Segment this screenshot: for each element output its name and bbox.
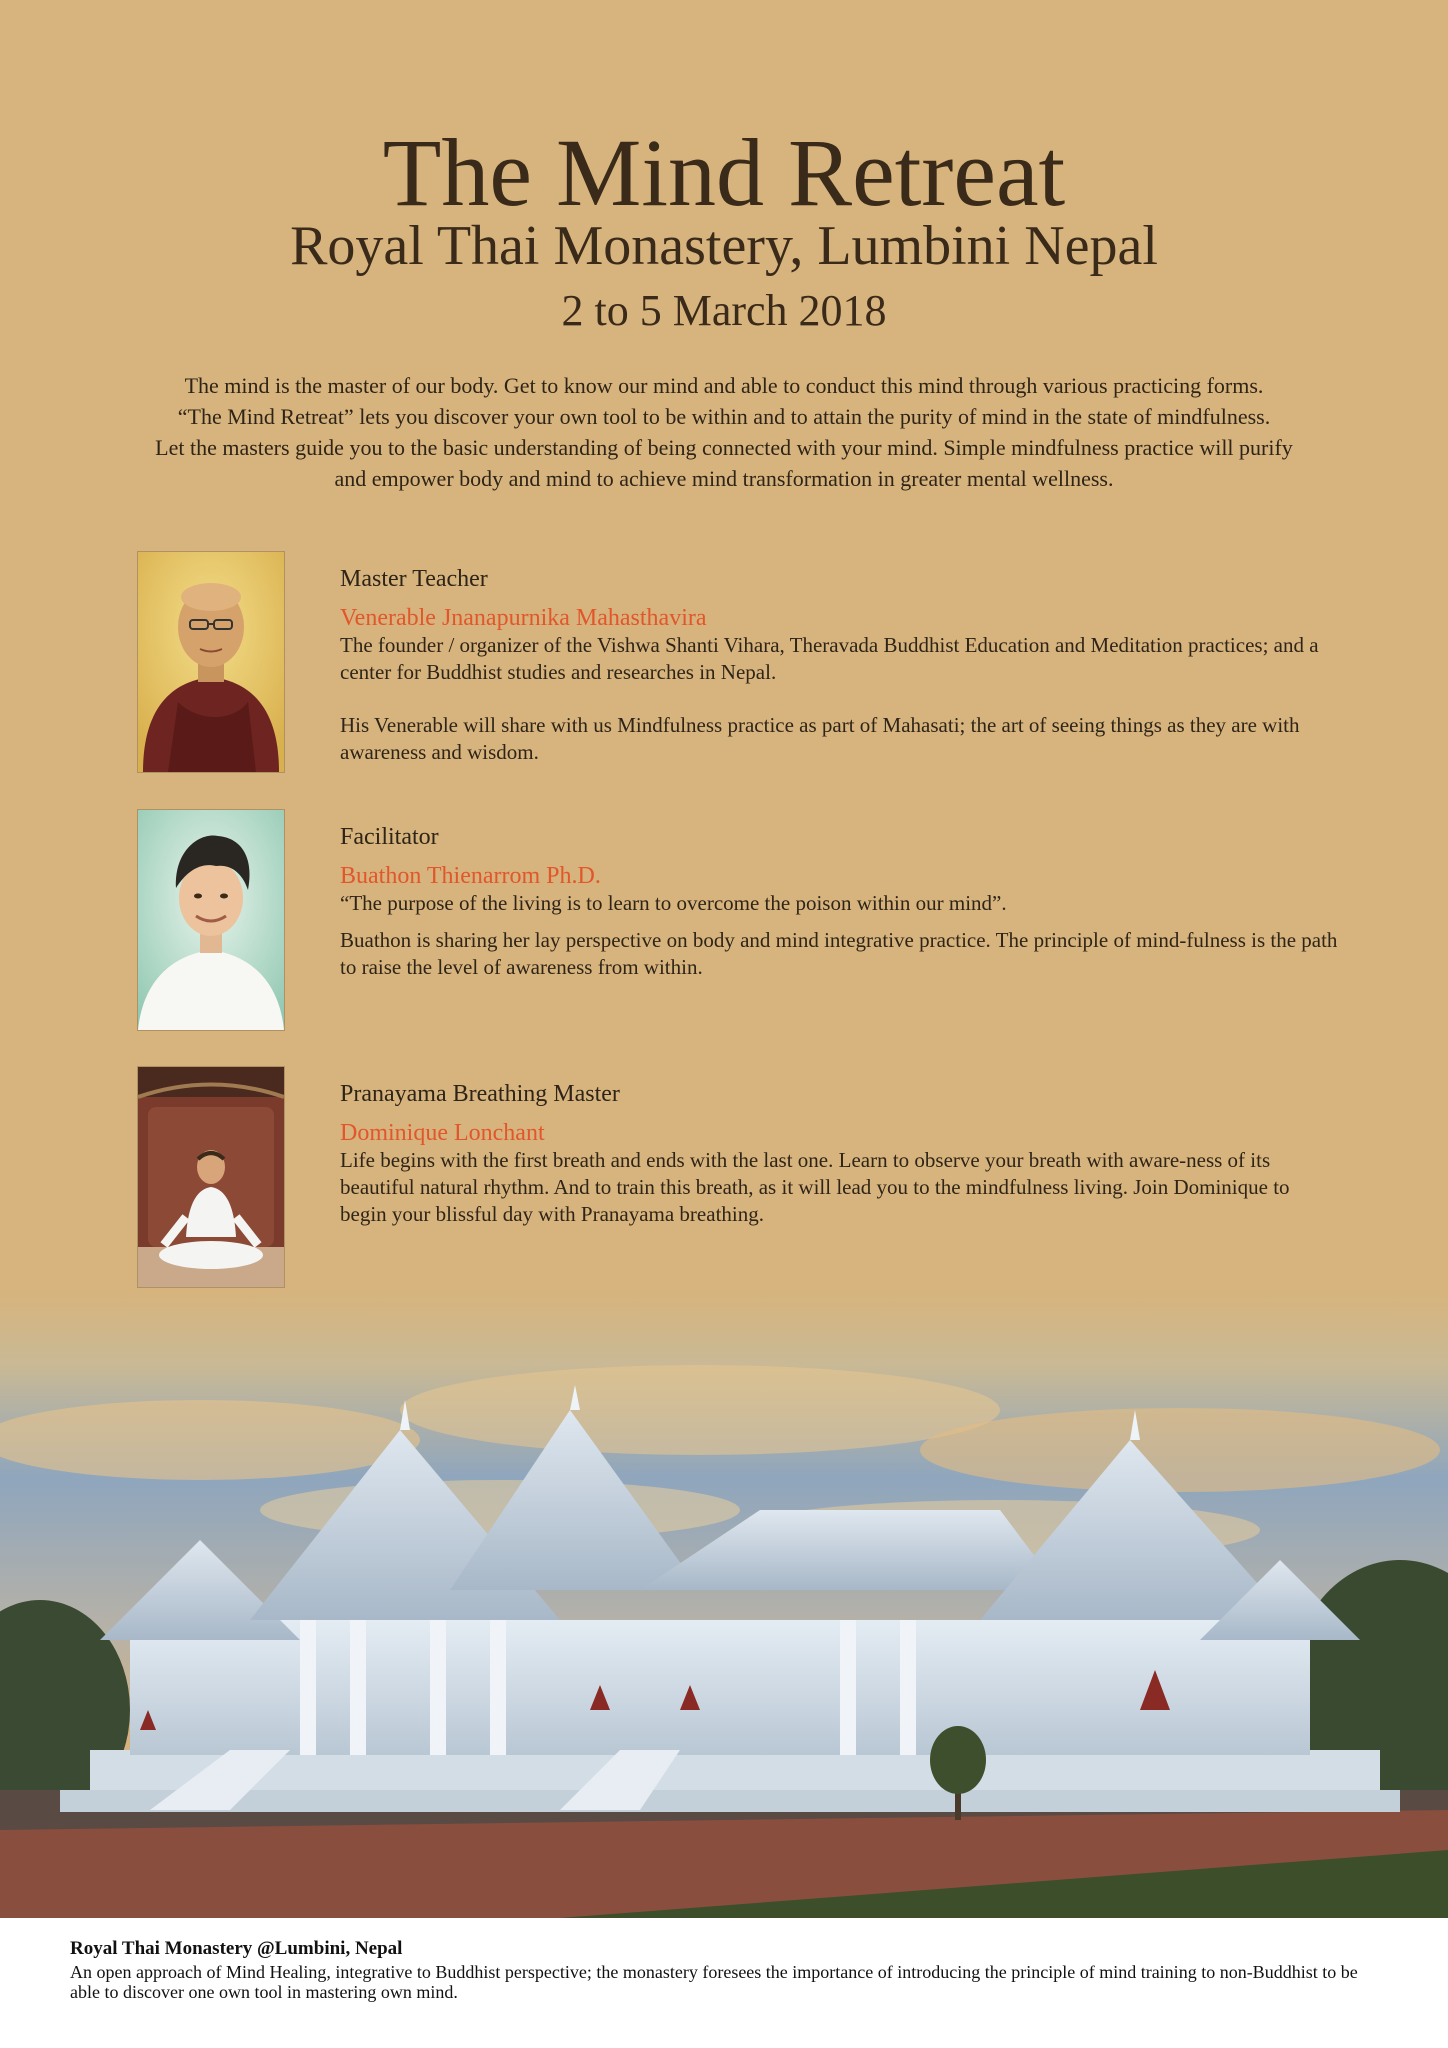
intro-line: “The Mind Retreat” lets you discover your own tool to be within and to attain the purity of mind in the state of mindfulness. [177, 404, 1271, 429]
teacher-name: Venerable Jnanapurnika Mahasthavira [340, 605, 707, 631]
footer [0, 1918, 1448, 2048]
event-title: The Mind Retreat [382, 119, 1066, 226]
intro-line: Let the masters guide you to the basic understanding of being connected with your mind. Simple mindfulness practice will purify [155, 435, 1293, 460]
teacher-role: Pranayama Breathing Master [340, 1081, 620, 1107]
event-date: 2 to 5 March 2018 [561, 286, 887, 335]
monastery-photo [0, 1290, 1448, 1918]
facilitator-photo [138, 810, 284, 1030]
teacher-role: Facilitator [340, 824, 439, 850]
teacher-role: Master Teacher [340, 566, 488, 592]
breathing-master-photo [138, 1067, 284, 1287]
teacher-description: Life begins with the first breath and ends with the last one. Learn to observe your breath with aware-ness of its beautiful natural rhythm. And to train this breath, as it will lead you to the mindfulness living. Join Dominique to begin your blissful day with Pranayama breathing. [340, 1148, 1290, 1226]
intro-text [60, 370, 1388, 494]
teacher-section-master-teacher [138, 552, 1338, 774]
event-subtitle: Royal Thai Monastery, Lumbini Nepal [290, 215, 1158, 277]
teacher-section-facilitator [138, 810, 1338, 1032]
master-teacher-photo [138, 552, 284, 772]
teacher-description: His Venerable will share with us Mindfulness practice as part of Mahasati; the art of seeing things as they are with awareness and wisdom. [340, 713, 1300, 764]
teacher-description: “The purpose of the living is to learn to overcome the poison within our mind”. [340, 891, 1007, 915]
teacher-description: Buathon is sharing her lay perspective on body and mind integrative practice. The principle of mind-fulness is the path to raise the level of awareness from within. [340, 928, 1338, 979]
footer-title: Royal Thai Monastery @Lumbini, Nepal [70, 1938, 403, 1959]
teacher-description: The founder / organizer of the Vishwa Shanti Vihara, Theravada Buddhist Education and Meditation practices; and a center for Buddhist studies and researches in Nepal. [340, 633, 1319, 684]
intro-line: The mind is the master of our body. Get to know our mind and able to conduct this mind through various practicing forms. [184, 373, 1264, 398]
intro-line: and empower body and mind to achieve mind transformation in greater mental wellness. [334, 466, 1114, 491]
teacher-name: Buathon Thienarrom Ph.D. [340, 863, 601, 889]
teacher-section-breathing-master [138, 1067, 1338, 1289]
footer-description: An open approach of Mind Healing, integrative to Buddhist perspective; the monastery foresees the importance of introducing the principle of mind training to non-Buddhist to be able to discover one own tool in mastering own mind. [70, 1962, 1358, 2002]
teacher-name: Dominique Lonchant [340, 1120, 545, 1146]
